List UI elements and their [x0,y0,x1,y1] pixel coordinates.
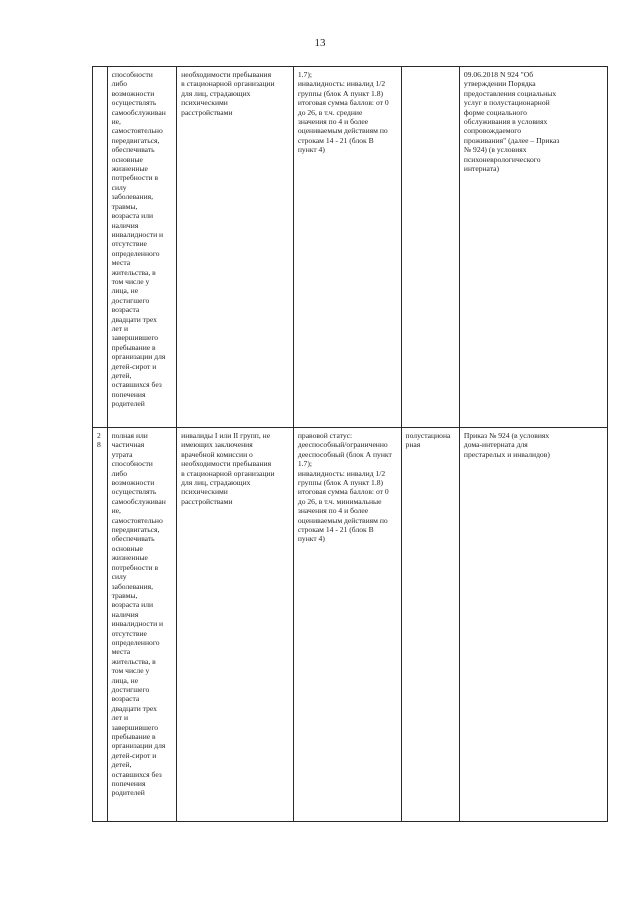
legal-basis-text: 09.06.2018 N 924 "Об утверждении Порядка предоставления социальных услуг в полустационарной форме социального обслуживания в условиях сопровождаемого проживания" (далее – Приказ № 924) (в условиях психоневрологического интерната) [463,70,560,174]
criteria-text: 1.7); инвалидность: инвалид 1/2 группы (блок А пункт 1.8) итоговая сумма баллов: от 0 до 26, в т.ч. средние значения по 4 и более оцениваемым действиям по строкам 14 - 21 (блок В пункт 4) [297,70,389,155]
row-number-cell [93,428,108,822]
row-number-cell [93,67,108,428]
category-text: необходимости пребывания в стационарной организации для лиц, страдающих психическими расстройствами [181,70,275,117]
service-form-text: полустациона рная [405,431,451,450]
service-form-cell [401,428,459,822]
legal-basis-cell [459,67,607,428]
condition-text: способности либо возможности осуществлять самообслуживан ие, самостоятельно передвигаться, обеспечивать основные жизненные потребности в силу заболевания, травмы, возраста или наличия инвалидности и отсутствие определенного места жительства, в том числе у лица, не достигшего возраста двадцати трех лет и завершившего пребывание в организации для детей-сирот и детей, оставшихся без попечения родителей [111,70,166,409]
category-text: инвалиды I или II групп, не имеющих заключения врачебной комиссии о необходимости пребывания в стационарной организации для лиц, страдающих психическими расстройствами [181,431,275,506]
category-cell [177,428,294,822]
category-cell [177,67,294,428]
table-row [93,428,608,822]
page-number: 13 [314,37,326,49]
legal-basis-text: Приказ № 924 (в условиях дома-интерната для престарелых и инвалидов) [463,431,550,459]
condition-cell [107,67,177,428]
condition-text: полная или частичная утрата способности либо возможности осуществлять самообслуживан ие, самостоятельно передвигаться, обеспечивать основные жизненные потребности в силу заболевания, травмы, возраста или наличия инвалидности и отсутствие определенного места жительства, в том числе у лица, не достигшего возраста двадцати трех лет и завершившего пребывание в организации для детей-сирот и детей, оставшихся без попечения родителей [111,431,166,798]
criteria-text: правовой статус: дееспособный/ограниченно дееспособный (блок А пункт 1.7); инвалидность: инвалид 1/2 группы (блок А пункт 1.8) итоговая сумма баллов: от 0 до 26, в т.ч. минимальные значения по 4 и более оцениваемым действиям по строкам 14 - 21 (блок В пункт 4) [297,431,392,544]
service-form-cell [401,67,459,428]
legal-basis-cell [459,428,607,822]
condition-cell [107,428,177,822]
row-number: 28 [97,431,101,450]
criteria-cell [293,67,401,428]
services-table [92,66,608,822]
table-row [93,67,608,428]
criteria-cell [293,428,401,822]
